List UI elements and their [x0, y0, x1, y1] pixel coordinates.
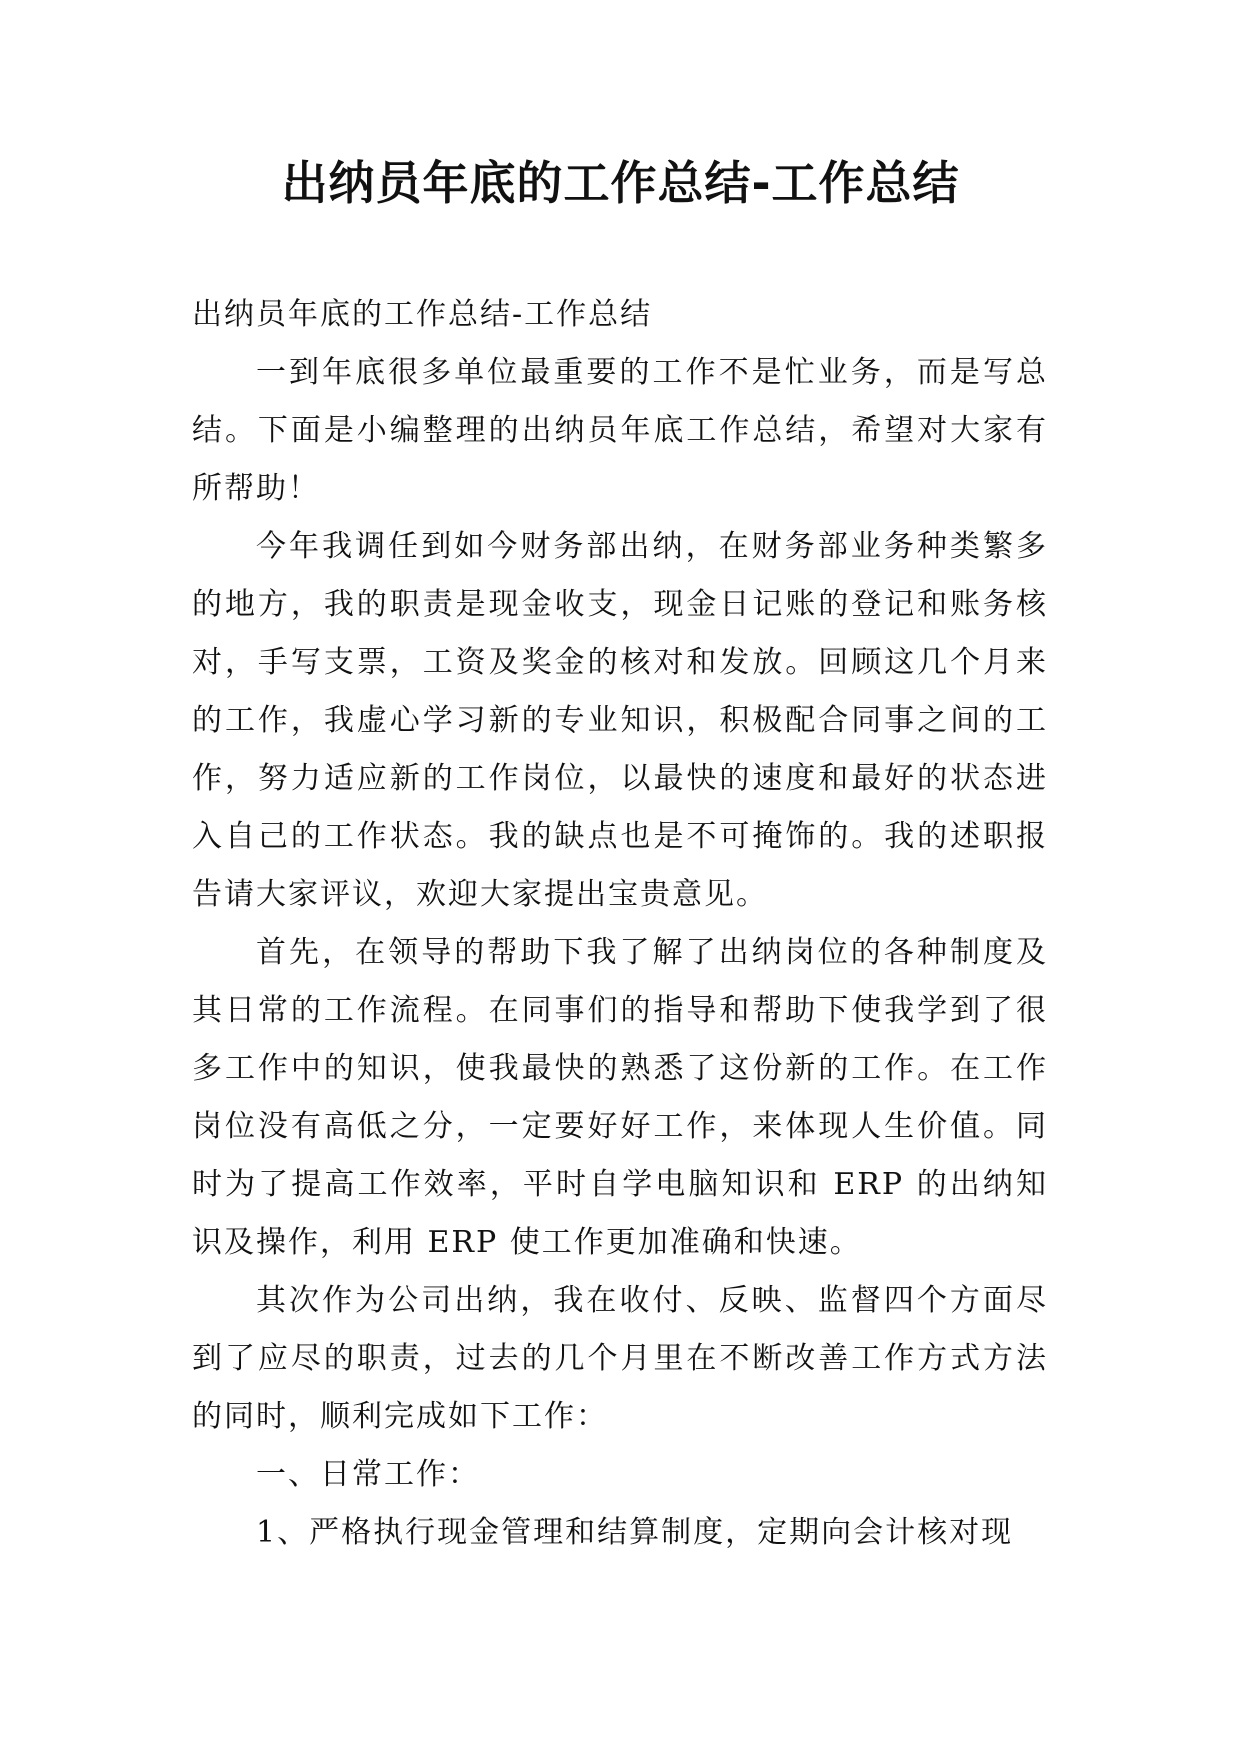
- learning-paragraph: 首先，在领导的帮助下我了解了出纳岗位的各种制度及其日常的工作流程。在同事们的指导和帮助下使我学到了很多工作中的知识，使我最快的熟悉了这份新的工作。在工作岗位没有高低之分，一定要好好工作，来体现人生价值。同时为了提高工作效率，平时自学电脑知识和 ERP 的出纳知识及操作，利用 ERP 使工作更加准确和快速。: [192, 935, 1048, 1260]
- subtitle-paragraph: 出纳员年底的工作总结-工作总结: [192, 297, 653, 332]
- document-body: [192, 286, 1048, 1562]
- document-title: 出纳员年底的工作总结-工作总结: [281, 156, 960, 210]
- responsibilities-paragraph: 其次作为公司出纳，我在收付、反映、监督四个方面尽到了应尽的职责，过去的几个月里在不断改善工作方式方法的同时，顺利完成如下工作：: [192, 1283, 1048, 1434]
- list-item-1: 1、严格执行现金管理和结算制度，定期向会计核对现: [256, 1515, 1014, 1550]
- section-heading-daily-work: 一、日常工作：: [256, 1457, 480, 1492]
- intro-paragraph: 一到年底很多单位最重要的工作不是忙业务，而是写总结。下面是小编整理的出纳员年底工作总结，希望对大家有所帮助！: [192, 355, 1048, 506]
- duties-paragraph: 今年我调任到如今财务部出纳，在财务部业务种类繁多的地方，我的职责是现金收支，现金日记账的登记和账务核对，手写支票，工资及奖金的核对和发放。回顾这几个月来的工作，我虚心学习新的专业知识，积极配合同事之间的工作，努力适应新的工作岗位，以最快的速度和最好的状态进入自己的工作状态。我的缺点也是不可掩饰的。我的述职报告请大家评议，欢迎大家提出宝贵意见。: [192, 529, 1048, 912]
